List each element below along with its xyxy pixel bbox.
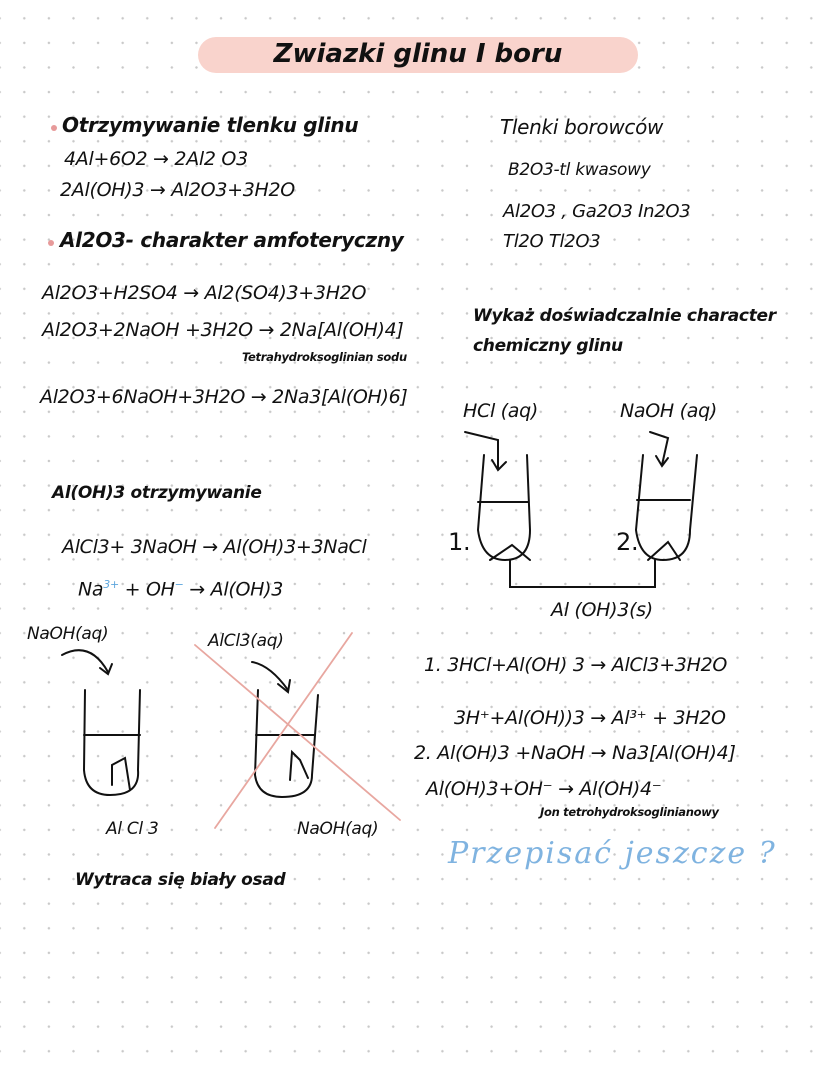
equation: 1. 3HCl+Al(OH) 3 → AlCl3+3H2O [424, 654, 728, 676]
cross-out-icon [195, 633, 400, 828]
equation: Al2O3+2NaOH +3H2O → 2Na[Al(OH)4] [42, 319, 404, 341]
conclusion: Wytraca się biały osad [75, 870, 286, 890]
equation: 2. Al(OH)3 +NaOH → Na3[Al(OH)4] [414, 742, 736, 764]
tube2-reagent: AlCl3(aq) [208, 631, 284, 651]
tube1-label: Al Cl 3 [106, 819, 159, 839]
equation: 4Al+6O2 → 2Al2 O3 [64, 148, 248, 170]
test-tube-1-icon [62, 650, 140, 795]
equation: Al(OH)3+OH⁻ → Al(OH)4⁻ [426, 778, 662, 800]
equation: Al2O3+6NaOH+3H2O → 2Na3[Al(OH)6] [40, 386, 408, 408]
oxide-line: Tl2O Tl2O3 [503, 231, 601, 252]
tube-number: 2. [616, 528, 639, 556]
substance-label: Al (OH)3(s) [551, 599, 653, 621]
experiment-heading: chemiczny glinu [473, 336, 623, 356]
oxide-line: B2O3-tl kwasowy [508, 160, 651, 180]
equation-note: Tetrahydroksoglinian sodu [242, 350, 407, 364]
heading-hydroxide: Al(OH)3 otrzymywanie [52, 483, 262, 503]
tube1-reagent: NaOH(aq) [27, 624, 109, 644]
equation-note: Jon tetrohydroksoglinianowy [540, 805, 719, 819]
heading-amphoteric: Al2O3- charakter amfoteryczny [60, 228, 404, 252]
equation: 2Al(OH)3 → Al2O3+3H2O [60, 179, 295, 201]
reagent-naoh: NaOH (aq) [620, 400, 717, 422]
ionic-equation: $Na^{3+} + OH^- \to Al(OH)3$ [78, 578, 283, 601]
experiment-tube-1-icon [465, 432, 530, 560]
equation: 3H⁺+Al(OH))3 → Al³⁺ + 3H2O [454, 707, 726, 729]
heading-aluminium-oxide: Otrzymywanie tlenku glinu [62, 113, 359, 137]
heading-boron-oxides: Tlenki borowców [500, 115, 664, 139]
experiment-heading: Wykaż doświadczalnie character [473, 306, 776, 326]
experiment-tube-2-icon [636, 432, 697, 560]
tube-number: 1. [448, 528, 471, 556]
page-title: Zwiazki glinu I boru [273, 39, 563, 69]
reagent-hcl: HCl (aq) [463, 400, 539, 422]
tube2-label: NaOH(aq) [297, 819, 379, 839]
equation: AlCl3+ 3NaOH → Al(OH)3+3NaCl [62, 536, 367, 558]
handwritten-blue-note: Przepisać jeszcze ? [448, 836, 777, 871]
equation: Al2O3+H2SO4 → Al2(SO4)3+3H2O [42, 282, 367, 304]
oxide-line: Al2O3 , Ga2O3 In2O3 [503, 201, 691, 222]
bracket-connector [510, 560, 655, 587]
